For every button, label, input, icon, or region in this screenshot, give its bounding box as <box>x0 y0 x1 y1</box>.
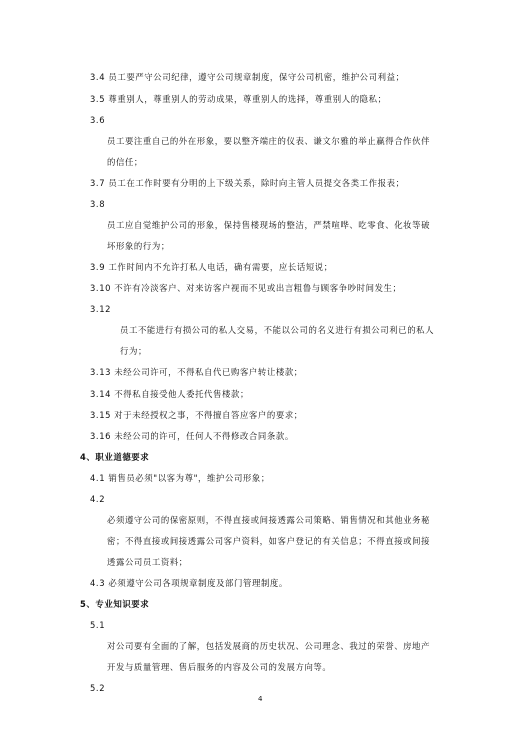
text-line: 行为； <box>120 346 147 356</box>
text-line: 3.9 工作时间内不允许打私人电话，确有需要，应长话短说； <box>90 262 333 272</box>
text-line: 透露公司员工资料； <box>107 557 188 567</box>
text-line: 3.15 对于未经授权之事，不得擅自答应客户的要求； <box>90 410 303 420</box>
text-line: 4.2 <box>90 494 106 504</box>
text-line: 4.1 销售员必须"以客为尊"，维护公司形象； <box>90 473 270 483</box>
text-line: 密；不得直接或间接透露公司客户资料，如客户登记的有关信息；不得直接或间接 <box>107 536 431 546</box>
text-line: 3.14 不得私自接受他人委托代售楼款； <box>90 389 249 399</box>
text-line: 5.1 <box>90 620 106 630</box>
page-number: 4 <box>258 695 263 703</box>
text-line: 3.6 <box>90 115 106 125</box>
text-line: 3.7 员工在工作时要有分明的上下级关系，除时向主管人员提交各类工作报表； <box>90 178 405 188</box>
text-line: 员工要注重自己的外在形象，要以整齐端庄的仪表、谦文尔雅的举止赢得合作伙伴 <box>107 136 431 146</box>
text-line: 4.3 必须遵守公司各项规章制度及部门管理制度。 <box>90 578 288 588</box>
text-line: 开发与质量管理、售后服务的内容及公司的发展方向等。 <box>107 662 332 672</box>
text-line: 员工不能进行有损公司的私人交易，不能以公司的名义进行有损公司利已的私人 <box>120 325 435 335</box>
text-line: 3.13 未经公司许可，不得私自代已购客户转让楼款； <box>90 367 303 377</box>
text-line: 员工应自觉维护公司的形象，保持售楼现场的整洁，严禁喧哗、吃零食、化妆等破 <box>107 220 431 230</box>
text-line: 3.16 未经公司的许可，任何人不得修改合同条款。 <box>90 431 294 441</box>
text-line: 3.5 尊重别人，尊重别人的劳动成果，尊重别人的选择，尊重别人的隐私； <box>90 94 387 104</box>
text-line: 对公司要有全面的了解，包括发展商的历史状况、公司理念、我过的荣誉、房地产 <box>107 641 431 651</box>
text-line: 坏形象的行为； <box>107 241 170 251</box>
text-line: 3.8 <box>90 199 106 209</box>
text-line: 3.4 员工要严守公司纪律，遵守公司规章制度，保守公司机密，维护公司利益； <box>90 72 405 82</box>
text-line: 3.12 <box>90 304 112 314</box>
section-heading: 5、专业知识要求 <box>80 599 150 609</box>
text-line: 3.10 不许有冷淡客户、对来访客户视而不见或出言粗鲁与顾客争吵时间发生； <box>90 283 402 293</box>
text-line: 5.2 <box>90 683 106 693</box>
text-line: 的信任； <box>107 157 143 167</box>
text-line: 必须遵守公司的保密原则，不得直接或间接透露公司策略、销售情况和其他业务秘 <box>107 515 431 525</box>
section-heading: 4、职业道德要求 <box>80 452 150 462</box>
